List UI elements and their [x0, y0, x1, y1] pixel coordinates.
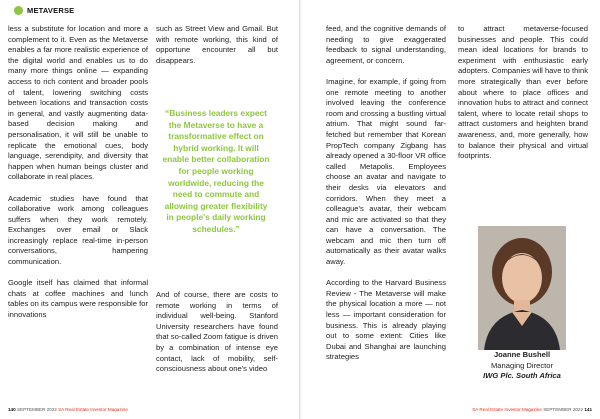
- column-3: [326, 24, 446, 363]
- col2-intro: such as Street View and Gmail. But with remote working, this kind of opportune encounter all but disappears.: [156, 24, 278, 65]
- column-2-body: [156, 290, 278, 375]
- section-label: METAVERSE: [27, 6, 75, 15]
- section-tag: [14, 6, 74, 15]
- footer-date-left: SEPTEMBER 2022: [16, 407, 57, 412]
- photo-caption: [462, 350, 582, 382]
- column-4: [458, 24, 588, 162]
- col2-after-quote: And of course, there are costs to remote working in terms of individual well-being. Stanford University researchers have found that so-called Zoom fatigue is driven by a combination of intense eye contact, lack of mobility, self-consciousness about one's video: [156, 290, 278, 374]
- col3-paragraph: According to the Harvard Business Review - The Metaverse will make the physical location a more — not less — important consideration for business. This is already playing out to some extent: Cities like Dubai and Shanghai are launching strategies: [326, 278, 446, 362]
- portrait-icon: [478, 226, 566, 350]
- col1-paragraph: Academic studies have found that collaborative work among colleagues suffers when they work remotely. Exchanges over email or Slack increasingly replace real-time in-person conversations, hampering communication.: [8, 193, 148, 267]
- column-1: [8, 24, 148, 321]
- footer-date-right: SEPTEMBER 2022: [543, 407, 584, 412]
- pull-quote: “Business leaders expect the Metaverse to have a transformative effect on hybrid working. It will enable better collaboration for people working worldwide, reducing the need to commute and allowing greater flexibility in people's daily working schedules.”: [162, 108, 270, 234]
- col3-paragraph: Imagine, for example, if going from one remote meeting to another involved leaving the conference room and crossing a bustling virtual atrium. That might sound far-fetched but remember that Korean PropTech company Zigbang has already opened a 30-floor VR office called Metapolis. Employees choose an avatar and navigate to their desks via elevators and corridors. When they meet a colleague's avatar, their webcam and mic are activated so that they can have a conversation. The webcam and mic then turn off automatically as their avatar walks away.: [326, 76, 446, 267]
- page-number-left: 140: [8, 407, 16, 412]
- footer-left: [8, 407, 128, 412]
- section-dot-icon: [14, 6, 23, 15]
- footer-magazine-left: SA Real Estate Investor Magazine: [58, 407, 128, 412]
- col3-paragraph: feed, and the cognitive demands of needing to give exaggerated feedback to signal understanding, agreement, or concern.: [326, 24, 446, 65]
- footer-magazine-right: SA Real Estate Investor Magazine: [472, 407, 542, 412]
- column-2-intro: [156, 24, 278, 66]
- caption-org: IWG Plc. South Africa: [483, 371, 561, 381]
- footer-right: [472, 407, 592, 412]
- col4-paragraph: to attract metaverse-focused businesses and people. This could mean ideal locations for brands to experiment with enthusiastic early adopters. Companies will have to think more strategically than ever before about where to place offices and innovation hubs to attract and connect talent, where to locate retail shops to attract customers and heighten brand awareness, and, more generally, how to balance their physical and virtual footprints.: [458, 24, 589, 161]
- portrait-photo: [478, 226, 566, 350]
- col1-paragraph: Google itself has claimed that informal chats at coffee machines and lunch tables on its campus were responsible for innovations: [8, 278, 148, 320]
- caption-title: Managing Director: [490, 360, 554, 370]
- caption-name: Joanne Bushell: [493, 350, 551, 359]
- page-number-right: 141: [584, 407, 592, 412]
- col1-paragraph: less a substitute for location and more a complement to it. Even as the Metaverse enables a far more realistic experience of the digital world and enables us to do many more things online — expanding access to rich content and broader pools of talent, lowering switching costs between locations and transaction costs in general, and vastly augmenting data-based decision making and personalisation, it will still be unable to replicate the emotional cues, body language, serendipity, and diversity that happen when human beings cluster and collaborate in real places.: [8, 24, 148, 182]
- page-gutter: [299, 0, 301, 419]
